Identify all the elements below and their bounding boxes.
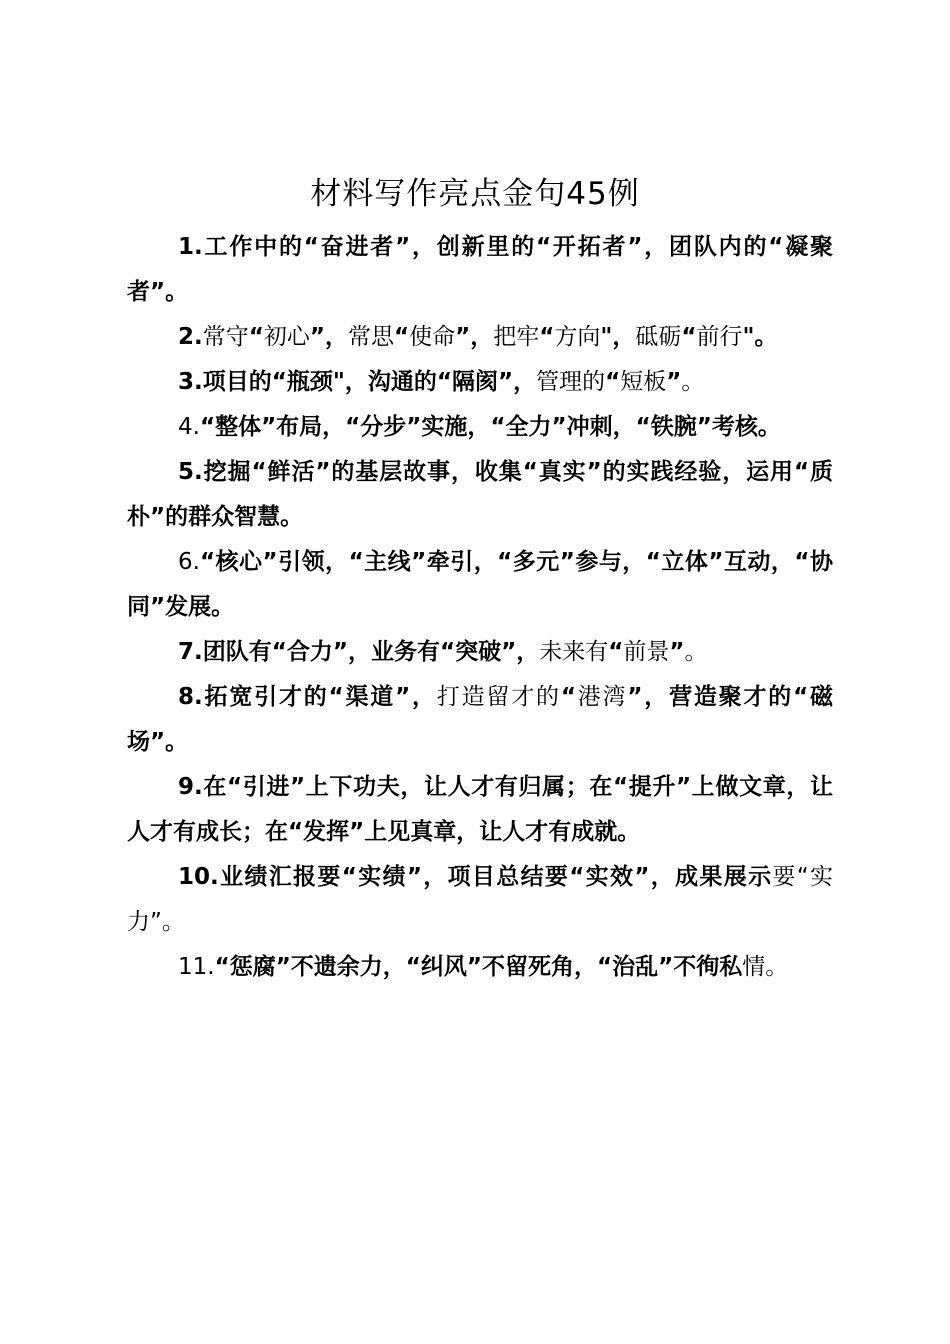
sentence-segment: 打造留才的 (436, 684, 561, 710)
document-title: 材料写作亮点金句45例 (310, 176, 640, 212)
sentence-segment: “ (394, 324, 410, 350)
sentence-segment: 7.团队有“合力”，业务有“突破”， (178, 639, 540, 665)
sentence-segment: “ (605, 369, 621, 395)
sentence-segment: 短板 (620, 369, 667, 395)
sentence-segment: "。 (742, 324, 778, 350)
sentence-segment: "， (600, 324, 636, 350)
sentence-item (127, 405, 833, 450)
sentence-item (127, 630, 833, 675)
sentence-segment: 2. (178, 324, 203, 350)
sentence-item (127, 765, 833, 855)
sentence-item (127, 675, 833, 765)
sentence-segment: 常守 (202, 324, 249, 350)
sentence-item (127, 450, 833, 540)
sentence-segment: ”， (455, 324, 494, 350)
sentence-segment: 4. (178, 414, 200, 440)
sentence-segment: 情。 (742, 954, 789, 980)
sentence-segment: 要“实力”。 (127, 864, 833, 935)
sentence-segment: 常思 (348, 324, 394, 350)
sentence-segment: 砥砺 (635, 324, 682, 350)
sentence-segment: “ (248, 324, 264, 350)
sentence-segment: 9.在“引进”上下功夫，让人才有归属；在“提升”上做文章，让人才有成长；在“发挥”上见真章，让人才有成就。 (127, 774, 833, 845)
sentence-segment: “ (681, 324, 697, 350)
sentence-item (127, 855, 833, 945)
sentence-segment: 11. (178, 954, 215, 980)
sentence-item (127, 540, 833, 630)
sentence-segment: ” (669, 639, 685, 665)
sentence-segment: 。 (681, 369, 705, 395)
sentence-segment: 港湾 (575, 684, 628, 710)
sentence-segment: 。 (684, 639, 708, 665)
sentence-item (127, 315, 833, 360)
sentence-item (127, 225, 833, 315)
sentence-segment: ”， (309, 324, 348, 350)
sentence-segment: 5.挖掘“鲜活”的基层故事，收集“真实”的实践经验，运用“质朴”的群众智慧。 (127, 459, 833, 530)
sentence-segment: “核心”引领，“主线”牵引，“多元”参与，“立体”互动，“协同”发展。 (127, 549, 833, 620)
sentence-segment: 6. (178, 549, 200, 575)
sentence-segment: 方向 (554, 324, 601, 350)
sentence-segment: ”，营造聚才的“磁场”。 (127, 684, 833, 755)
sentence-segment: 管理的 (536, 369, 606, 395)
document-body (127, 225, 833, 990)
sentence-segment: “ (560, 684, 576, 710)
sentence-segment: “惩腐”不遗余力，“纠风”不留死角，“治乱”不徇私 (214, 954, 743, 980)
sentence-segment: 1.工作中的“奋进者”，创新里的“开拓者”，团队内的“凝聚者”。 (127, 234, 833, 305)
sentence-segment: 初心 (263, 324, 310, 350)
sentence-segment: “ (608, 639, 624, 665)
sentence-segment: 8.拓宽引才的“渠道”， (178, 684, 437, 710)
sentence-segment: 10.业绩汇报要“实绩”，项目总结要“实效”，成果展示 (178, 864, 773, 890)
sentence-segment: “ (539, 324, 555, 350)
sentence-segment: ” (666, 369, 682, 395)
sentence-segment: 3.项目的“瓶颈"，沟通的“隔阂”， (178, 369, 537, 395)
sentence-segment: 前景 (623, 639, 670, 665)
sentence-segment: “整体”布局，“分步”实施，“全力”冲刺，“铁腕”考核。 (199, 414, 781, 440)
sentence-segment: 前行 (696, 324, 743, 350)
sentence-item (127, 945, 833, 990)
sentence-segment: 未来有 (539, 639, 609, 665)
sentence-segment: 把牢 (493, 324, 540, 350)
sentence-item (127, 360, 833, 405)
sentence-segment: 使命 (409, 324, 456, 350)
